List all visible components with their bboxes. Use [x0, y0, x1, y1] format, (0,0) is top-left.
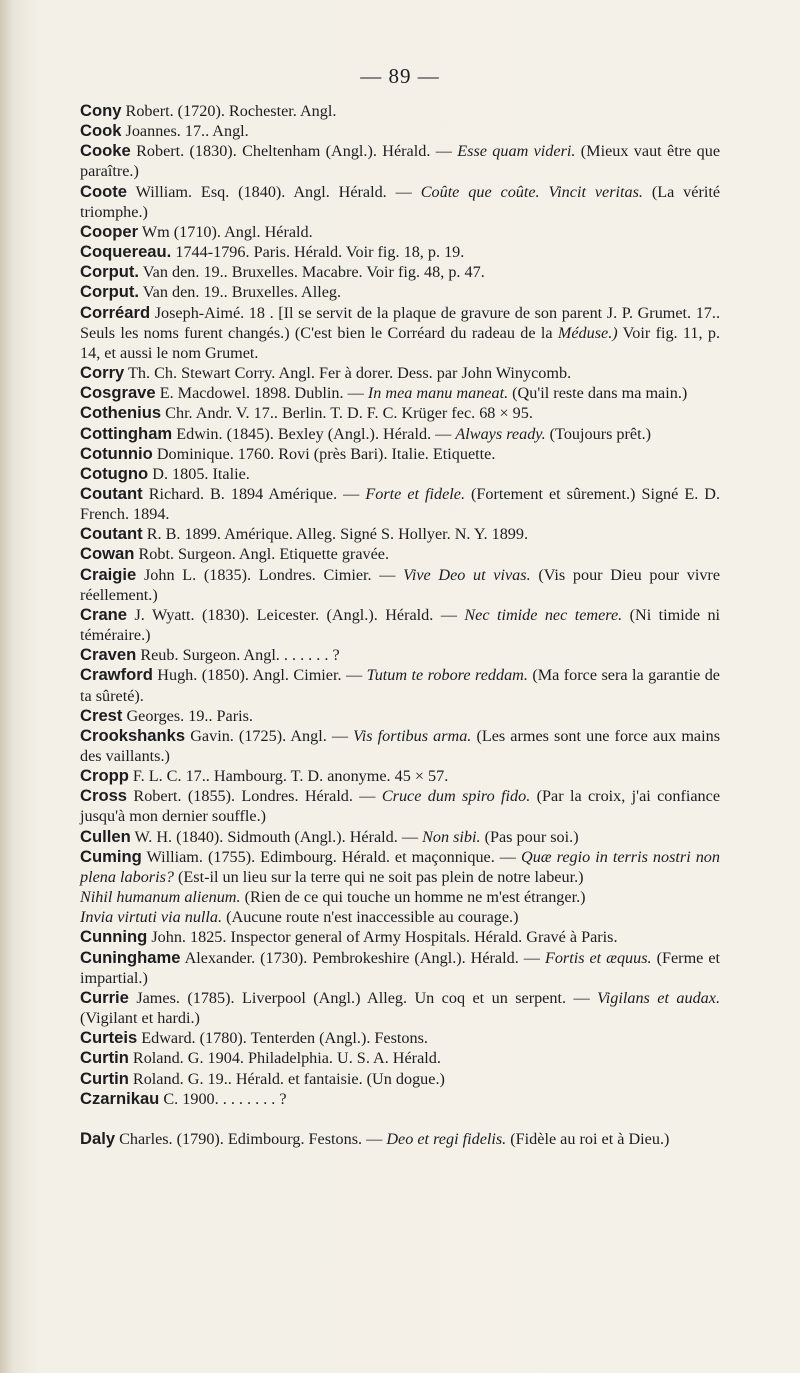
entry-name: Coquereau. — [80, 242, 172, 262]
entry-name: Cooper — [80, 221, 139, 241]
entry-translation: (Fortement et sûrement.) Signé E. D. French. 1894. — [80, 484, 721, 524]
entry-text: Roland. G. 1904. Philadelphia. U. S. A. Hérald. — [132, 1049, 441, 1068]
entry-motto: Tutum te robore reddam. — [366, 666, 528, 685]
entry — [80, 786, 720, 826]
entry-name: Coote — [80, 181, 128, 201]
entry — [80, 424, 720, 444]
entry-text: Chr. Andr. V. 17.. Berlin. T. D. F. C. Krüger fec. 68 × 95. — [165, 404, 533, 423]
entry-motto: In mea manu maneat. — [367, 384, 509, 403]
entry-text: Robert. (1720). Rochester. Angl. — [125, 102, 337, 120]
entry — [80, 524, 720, 544]
entry — [80, 1129, 720, 1149]
entry-name: Cotugno — [80, 463, 149, 483]
entry — [80, 121, 720, 141]
entry — [80, 101, 720, 121]
entry-translation: (Rien de ce qui touche un homme ne m'est étranger.) — [244, 888, 586, 907]
entry-text: Georges. 19.. Paris. — [126, 706, 253, 725]
entry-text: Gavin. (1725). Angl. — — [190, 726, 349, 745]
entry — [80, 988, 720, 1028]
entry-name: Cook — [80, 121, 122, 141]
entry-text: Charles. (1790). Edimbourg. Festons. — — [119, 1129, 383, 1148]
entry-translation: (Ma force sera la garantie de ta sûreté). — [80, 666, 720, 705]
entry — [80, 1069, 720, 1089]
entry — [80, 544, 720, 564]
entry-text: William. Esq. (1840). Angl. Hérald. — — [135, 182, 412, 201]
entry — [80, 948, 720, 988]
entry-motto: Vis fortibus arma. — [353, 726, 472, 745]
entry-name: Curteis — [80, 1028, 138, 1048]
entry-text: C. 1900. . . . . . . . ? — [163, 1089, 287, 1108]
page-number: — 89 — — [360, 64, 440, 88]
entry — [80, 363, 720, 383]
entry-name: Cullen — [80, 826, 131, 846]
entry-motto: Forte et fidele. — [365, 484, 466, 503]
entry-text: Robt. Surgeon. Angl. Etiquette gravée. — [138, 545, 390, 564]
entry-text: Robert. (1855). Londres. Hérald. — — [133, 787, 376, 806]
entry-name: Cuninghame — [80, 947, 181, 967]
entry-text: F. L. C. 17.. Hambourg. T. D. anonyme. 45 × 57. — [132, 767, 449, 786]
entry-text: John L. (1835). Londres. Cimier. — — [143, 565, 396, 584]
entry-name: Currie — [80, 987, 129, 1007]
entry-name: Corput. — [80, 262, 139, 282]
entry-text: Van den. 19.. Bruxelles. Alleg. — [142, 283, 342, 302]
entry — [80, 927, 720, 947]
entry-text: J. Wyatt. (1830). Leicester. (Angl.). Hérald. — — [134, 605, 457, 624]
entry-text: Th. Ch. Stewart Corry. Angl. Fer à dorer. Dess. par John Winycomb. — [128, 364, 572, 383]
entry-name: Coutant — [80, 524, 143, 544]
entry-name: Cowan — [80, 544, 135, 564]
entry-motto: Méduse.) — [557, 323, 618, 342]
entry-text: Dominique. 1760. Rovi (près Bari). Italie. Etiquette. — [156, 444, 496, 463]
entry-translation: (Est-il un lieu sur la terre qui ne soit pas plein de notre labeur.) — [178, 867, 584, 886]
entry-text: D. 1805. Italie. — [152, 464, 250, 483]
entry-name: Cropp — [80, 766, 129, 786]
entry-text: 1744-1796. Paris. Hérald. Voir fig. 18, p. 19. — [175, 243, 465, 262]
entry — [80, 262, 720, 282]
entry — [80, 222, 720, 242]
entry-text: Richard. B. 1894 Amérique. — — [148, 484, 360, 503]
entry-motto: Cruce dum spiro fido. — [381, 787, 531, 806]
entry-text: Alexander. (1730). Pembrokeshire (Angl.). Hérald. — — [184, 948, 540, 967]
entry-name: Cooke — [80, 141, 131, 161]
entry-translation: (Aucune route n'est inaccessible au courage.) — [226, 908, 519, 927]
entry-name: Cony — [80, 101, 122, 120]
entry-motto: Coûte que coûte. Vincit veritas. — [420, 182, 643, 201]
entry — [80, 464, 720, 484]
entry-name: Crest — [80, 705, 123, 725]
entry-text: James. (1785). Liverpool (Angl.) Alleg. Un coq et un serpent. — — [136, 988, 590, 1007]
entry-text: Hugh. (1850). Angl. Cimier. — — [157, 666, 363, 685]
entry-motto: Fortis et æquus. — [544, 948, 652, 967]
entry — [80, 1089, 720, 1109]
entry — [80, 907, 720, 927]
entry-text: Robert. (1830). Cheltenham (Angl.). Hérald. — — [136, 142, 452, 161]
entry — [80, 403, 720, 423]
entry — [80, 827, 720, 847]
entry-translation: (Vigilant et hardi.) — [80, 1009, 200, 1028]
entry-translation: (Qu'il reste dans ma main.) — [512, 384, 688, 403]
entry-motto: Non sibi. — [422, 827, 481, 846]
entry-name: Crookshanks — [80, 725, 186, 745]
entry-motto: Vive Deo ut vivas. — [403, 565, 531, 584]
entry-name: Crawford — [80, 665, 153, 685]
entry-text: Reub. Surgeon. Angl. . . . . . . ? — [140, 646, 340, 665]
entry-text: Roland. G. 19.. Hérald. et fantaisie. (Un dogue.) — [132, 1069, 445, 1088]
entry-motto: Nec timide nec temere. — [464, 605, 623, 624]
entry-name: Cotunnio — [80, 443, 153, 463]
entry — [80, 766, 720, 786]
entry — [80, 645, 720, 665]
entry-text: Joseph-Aimé. 18 . [Il se servit de la plaque de gravure de son parent J. P. Grumet. 17.. Seuls les noms furent changés.) (C'est bien le Corréard du radeau de la — [80, 303, 720, 342]
entry-name: Coutant — [80, 483, 143, 503]
entry — [80, 565, 720, 605]
entry-motto: Vigilans et audax. — [597, 988, 720, 1007]
entry — [80, 847, 720, 887]
entry-name: Corréard — [80, 302, 151, 322]
dictionary-entries — [80, 101, 720, 1149]
entry — [80, 1028, 720, 1048]
entry-name: Cothenius — [80, 403, 162, 423]
entry-translation: (Pas pour soi.) — [484, 827, 579, 846]
entry-name: Craven — [80, 645, 137, 665]
entry-text: Van den. 19.. Bruxelles. Macabre. Voir fig. 48, p. 47. — [142, 263, 485, 282]
entry — [80, 303, 720, 363]
entry-motto: Esse quam videri. — [457, 142, 576, 161]
entry-name: Curtin — [80, 1068, 129, 1088]
entry-text: E. Macdowel. 1898. Dublin. — — [159, 384, 364, 403]
entry — [80, 726, 720, 766]
entry — [80, 282, 720, 302]
entry-name: Cuming — [80, 846, 142, 866]
entry-translation: (Les armes sont une force aux mains des vaillants.) — [80, 726, 721, 765]
entry-translation: (Par la croix, j'ai confiance jusqu'à mon dernier souffle.) — [80, 787, 721, 826]
entry-text: Wm (1710). Angl. Hérald. — [141, 222, 313, 241]
entry-text: R. B. 1899. Amérique. Alleg. Signé S. Hollyer. N. Y. 1899. — [146, 525, 529, 544]
entry-translation: (Toujours prêt.) — [549, 424, 652, 443]
entry-name: Corput. — [80, 282, 139, 302]
entry-translation: (Vis pour Dieu pour vivre réellement.) — [80, 565, 721, 604]
entry-text: John. 1825. Inspector general of Army Hospitals. Hérald. Gravé à Paris. — [151, 928, 618, 947]
entry — [80, 605, 720, 645]
entry-motto: Deo et regi fidelis. — [386, 1129, 507, 1148]
entry — [80, 1048, 720, 1068]
entry-text: Joannes. 17.. Angl. — [125, 122, 249, 141]
entry-translation: (Fidèle au roi et à Dieu.) — [510, 1129, 670, 1148]
entry-translation: (Ferme et impartial.) — [80, 948, 721, 987]
entry — [80, 141, 720, 181]
entry-text: Edwin. (1845). Bexley (Angl.). Hérald. — — [176, 424, 452, 443]
entry-name: Cosgrave — [80, 383, 156, 403]
entry-name: Czarnikau — [80, 1088, 160, 1108]
entry-motto: Always ready. — [455, 424, 546, 443]
entry-motto: Nihil humanum alienum. — [80, 888, 241, 907]
entry — [80, 444, 720, 464]
entry-translation: (Ni timide ni téméraire.) — [80, 605, 721, 645]
entry — [80, 706, 720, 726]
entry — [80, 665, 720, 705]
entry-name: Corry — [80, 363, 125, 383]
entry-name: Crane — [80, 604, 128, 624]
entry-name: Cunning — [80, 927, 148, 947]
entry — [80, 383, 720, 403]
entry-translation: Voir fig. 11, p. 14, et aussi le nom Grumet. — [80, 323, 720, 362]
entry — [80, 887, 720, 907]
entry-text: William. (1755). Edimbourg. Hérald. et maçonnique. — — [146, 847, 516, 866]
entry — [80, 182, 720, 222]
entry-name: Daly — [80, 1128, 116, 1148]
entry-text: W. H. (1840). Sidmouth (Angl.). Hérald. — — [134, 827, 419, 846]
entry-translation: (Mieux vaut être que paraître.) — [80, 142, 721, 181]
entry-motto: Quæ regio in terris nostri non plena laboris? — [80, 847, 720, 886]
entry-name: Cottingham — [80, 423, 173, 443]
entry — [80, 484, 720, 524]
entry-translation: (La vérité triomphe.) — [80, 182, 721, 221]
entry-text: Edward. (1780). Tenterden (Angl.). Festons. — [141, 1029, 428, 1048]
entry-name: Cross — [80, 786, 128, 806]
entry-name: Curtin — [80, 1048, 129, 1068]
entry-motto: Invia virtuti via nulla. — [80, 908, 223, 927]
entry-name: Craigie — [80, 564, 137, 584]
entry — [80, 242, 720, 262]
